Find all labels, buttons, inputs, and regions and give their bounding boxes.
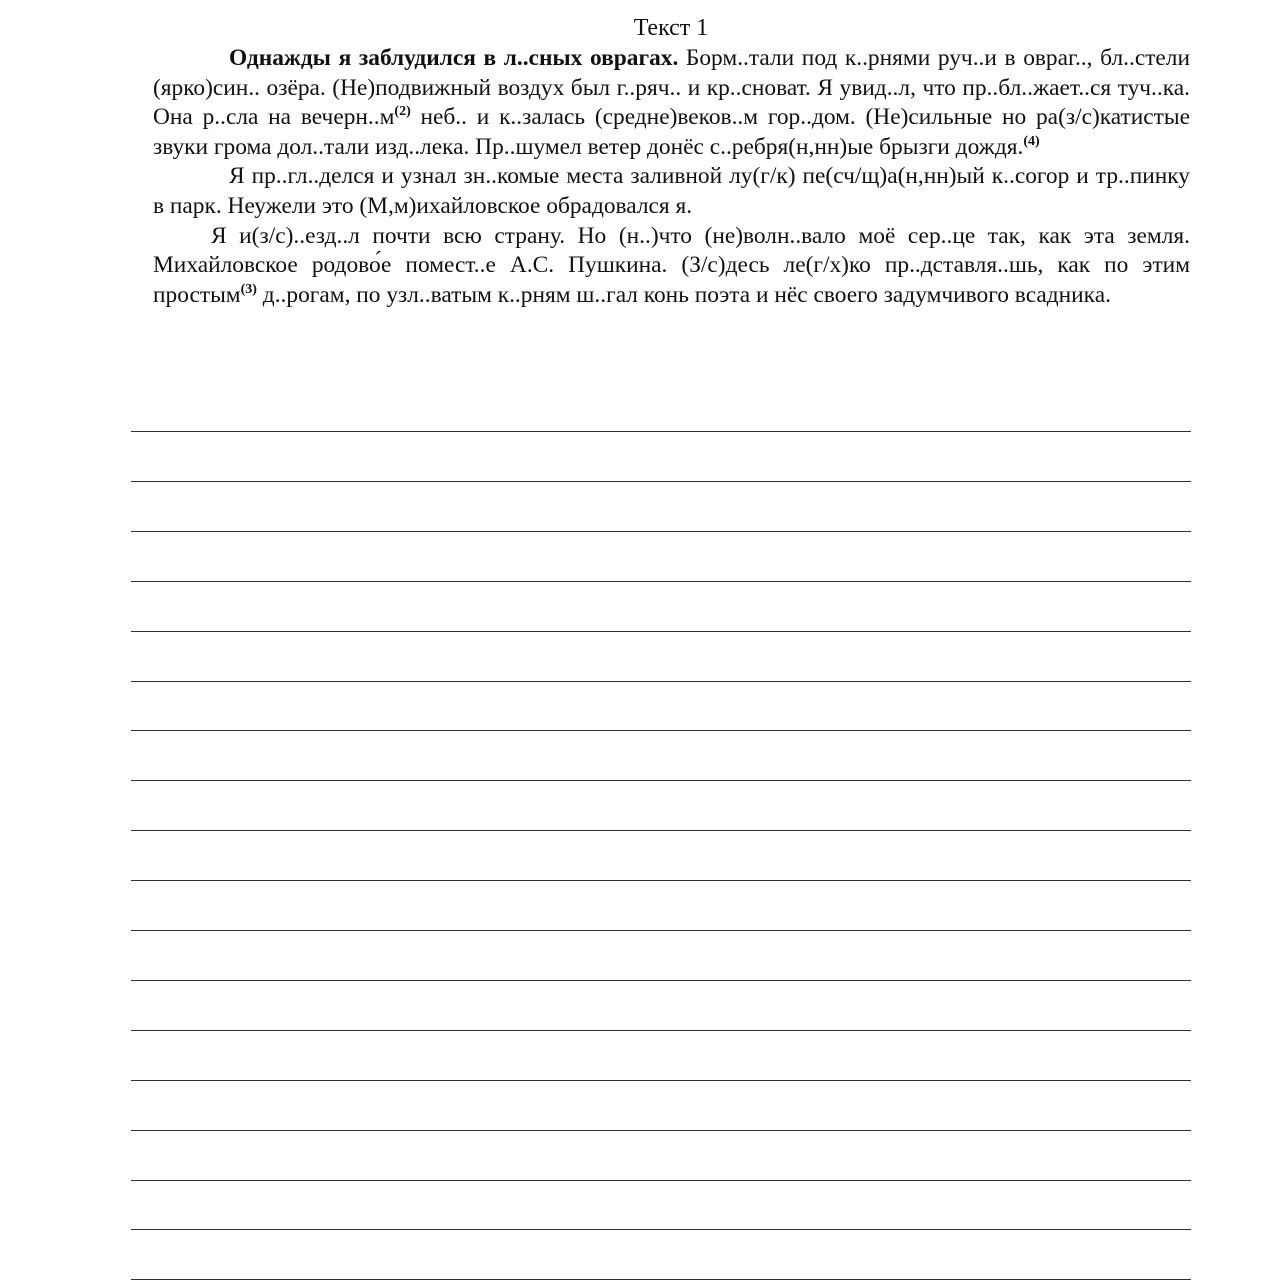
answer-line[interactable] <box>131 1229 1191 1230</box>
answer-line[interactable] <box>131 631 1191 632</box>
answer-line[interactable] <box>131 930 1191 931</box>
answer-line[interactable] <box>131 1030 1191 1031</box>
answer-line[interactable] <box>131 431 1191 432</box>
answer-line[interactable] <box>131 1130 1191 1131</box>
answer-line[interactable] <box>131 980 1191 981</box>
footnote-mark-2: (2) <box>394 104 411 120</box>
answer-line[interactable] <box>131 581 1191 582</box>
footnote-mark-3: (3) <box>240 281 257 297</box>
page-title: Текст 1 <box>633 15 709 41</box>
answer-line[interactable] <box>131 880 1191 881</box>
answer-lines-area[interactable] <box>131 0 1191 1280</box>
paragraph-3-text-part-2: д..рогам, по узл..ватым к..рням ш..гал конь поэта и нёс своего задумчивого всадника. <box>256 281 1111 308</box>
answer-line[interactable] <box>131 730 1191 731</box>
answer-line[interactable] <box>131 830 1191 831</box>
paragraph-heading: Однажды я заблудился в л..сных оврагах. <box>229 45 679 71</box>
footnote-mark-4: (4) <box>1023 133 1040 149</box>
answer-line[interactable] <box>131 681 1191 682</box>
answer-line[interactable] <box>131 1080 1191 1081</box>
answer-line[interactable] <box>131 531 1191 532</box>
paragraph-3-text-part-1: Я и(з/с)..езд..л почти всю страну. Но (н..)что (не)волн..вало моё сер..це так, как эта земля. Михайловское родово́е помест..е А.С. Пушкина. (З/с)десь ле(г/х)ко пр..дставля..шь, как по этим простым <box>153 222 1190 308</box>
paragraph-1-text-part-2: неб.. и к..залась (средне)веков..м гор..дом. (Не)сильные но ра(з/с)катистые звуки грома дол..тали изд..лека. Пр..шумел ветер донёс с..ребря(н,нн)ые брызги дождя. <box>153 104 1190 160</box>
answer-line[interactable] <box>131 1180 1191 1181</box>
paragraph-1-text-part-1: Борм..тали под к..рнями руч..и в овраг.., бл..стели (ярко)син.. озёра. (Не)подвижный воздух был г..ряч.. и кр..сноват. Я увид..л, что пр..бл..жает..ся туч..ка. Она р..сла на вечерн..м <box>153 45 1190 131</box>
answer-line[interactable] <box>131 481 1191 482</box>
answer-line[interactable] <box>131 780 1191 781</box>
paragraph-2: Я пр..гл..делся и узнал зн..комые места заливной лу(г/к) пе(сч/щ)а(н,нн)ый к..согор и тр..пинку в парк. Неужели это (М,м)ихайловское обрадовался я. <box>153 163 1190 219</box>
